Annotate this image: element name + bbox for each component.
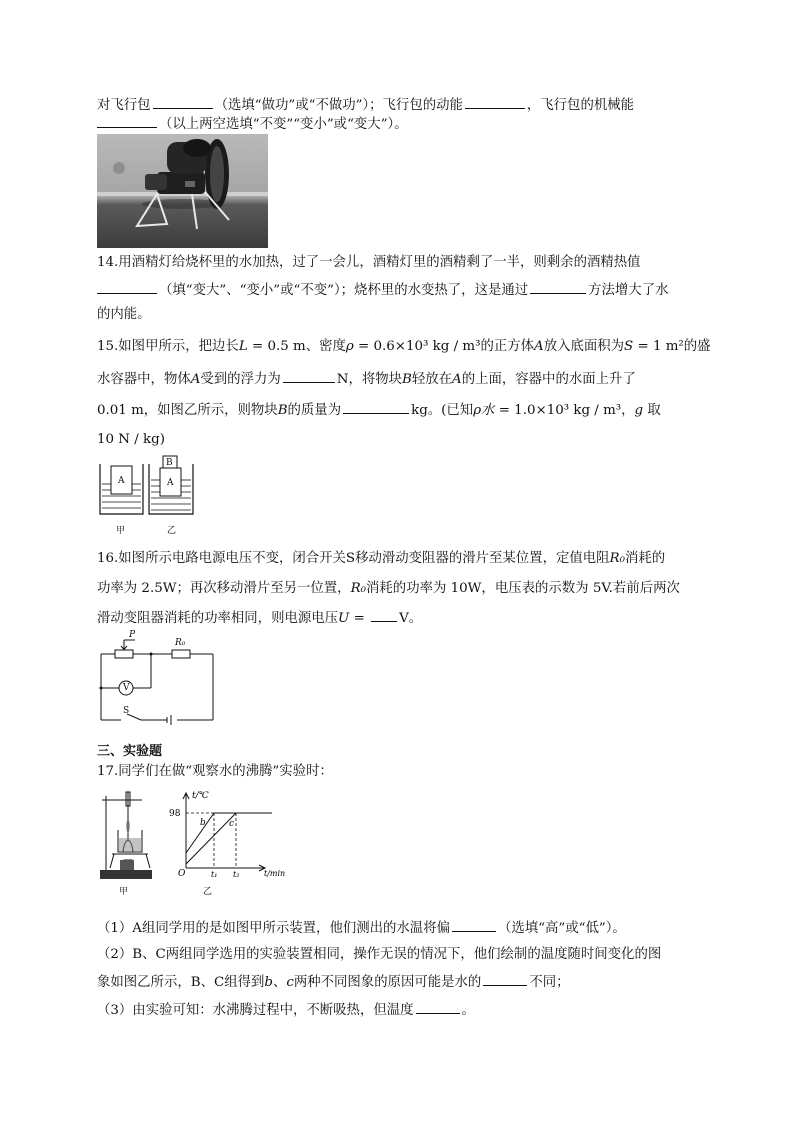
resistor-r0-label: R₀ [175, 638, 186, 648]
q13-line-2: （以上两空选填“不变”“变小”或“变大”）。 [97, 114, 408, 134]
section-heading: 三、实验题 [97, 744, 163, 759]
temperature-time-graph [168, 788, 290, 878]
caption-jia: 甲 [116, 526, 126, 536]
q16-line-2: 功率为 2.5W；再次移动滑片至另一位置，R₀消耗的功率为 10W，电压表的示数为 5V.若前后两次 [97, 581, 680, 596]
t2-label: t₂ [233, 870, 240, 878]
q16-line-3: 滑动变阻器消耗的功率相同，则电源电压U = V。 [97, 608, 422, 628]
answer-blank[interactable] [465, 95, 525, 109]
slider-p-label: P [129, 630, 136, 640]
q17-intro: 17.同学们在做“观察水的沸腾”实验时： [97, 764, 333, 779]
container-figure [97, 454, 207, 538]
q15-line-4: 10 N / kg) [97, 432, 165, 447]
origin-label: O [178, 869, 186, 878]
q13-line-1: 对飞行包 （选填“做功”或“不做功”）；飞行包的动能 ，飞行包的机械能 [97, 95, 634, 115]
answer-blank[interactable] [416, 1000, 460, 1014]
y-value-98: 98 [169, 809, 181, 819]
q15-line-1: 15.如图甲所示，把边长L = 0.5 m、密度ρ = 0.6×10³ kg / m³的正方体A放入底面积为S = 1 m²的盛 [97, 339, 711, 354]
boiling-apparatus [98, 790, 156, 882]
answer-blank[interactable] [153, 95, 213, 109]
q17-part-2-line-1: （2）B、C两组同学选用的实验装置相同，操作无误的情况下，他们绘制的温度随时间变化的图 [97, 947, 662, 962]
line-c-label: c [229, 819, 235, 829]
q14-line-3: 的内能。 [97, 307, 151, 322]
circuit-diagram [97, 630, 217, 726]
q17-part-3: （3）由实验可知：水沸腾过程中，不断吸热，但温度 。 [97, 1000, 475, 1020]
answer-blank[interactable] [97, 114, 157, 128]
x-axis-label: t/min [264, 869, 286, 878]
q14-line-2: （填“变大”、“变小”或“不变”）；烧杯里的水变热了，这是通过 方法增大了水 [97, 280, 668, 300]
q14-line-1: 14.用酒精灯给烧杯里的水加热，过了一会儿，酒精灯里的酒精剩了一半，则剩余的酒精热值 [97, 255, 641, 270]
answer-blank[interactable] [343, 400, 409, 414]
y-axis-label: t/℃ [192, 791, 209, 801]
jetpack-photo [97, 134, 268, 248]
block-a-label: A [118, 476, 125, 486]
q16-line-1: 16.如图所示电路电源电压不变，闭合开关S移动滑动变阻器的滑片至某位置，定值电阻R₀消耗的 [97, 551, 666, 566]
q15-line-3: 0.01 m，如图乙所示，则物块B的质量为 kg。(已知ρ水 = 1.0×10³ kg / m³，g 取 [97, 400, 661, 420]
answer-blank[interactable] [371, 608, 397, 622]
q15-line-2: 水容器中，物体A受到的浮力为 N，将物块B轻放在A的上面，容器中的水面上升了 [97, 369, 636, 389]
container-drawing [97, 454, 207, 524]
q17-part-2-line-2: 象如图乙所示，B、C组得到b、c两种不同图象的原因可能是水的 不同； [97, 972, 570, 992]
q17-part-1: （1）A组同学用的是如图甲所示装置，他们测出的水温将偏 （选填“高”或“低”）。 [97, 918, 626, 938]
block-b-label: B [166, 458, 173, 468]
block-a-label: A [167, 478, 174, 488]
answer-blank[interactable] [452, 918, 496, 932]
line-b-label: b [200, 818, 206, 828]
caption-yi: 乙 [203, 887, 213, 897]
caption-yi: 乙 [167, 526, 177, 536]
switch-s-label: S [123, 706, 130, 716]
answer-blank[interactable] [283, 369, 335, 383]
answer-blank[interactable] [530, 280, 586, 294]
voltmeter-label: V [123, 683, 130, 693]
caption-jia: 甲 [119, 887, 129, 897]
answer-blank[interactable] [97, 280, 157, 294]
answer-blank[interactable] [483, 972, 527, 986]
t1-label: t₁ [211, 870, 218, 878]
